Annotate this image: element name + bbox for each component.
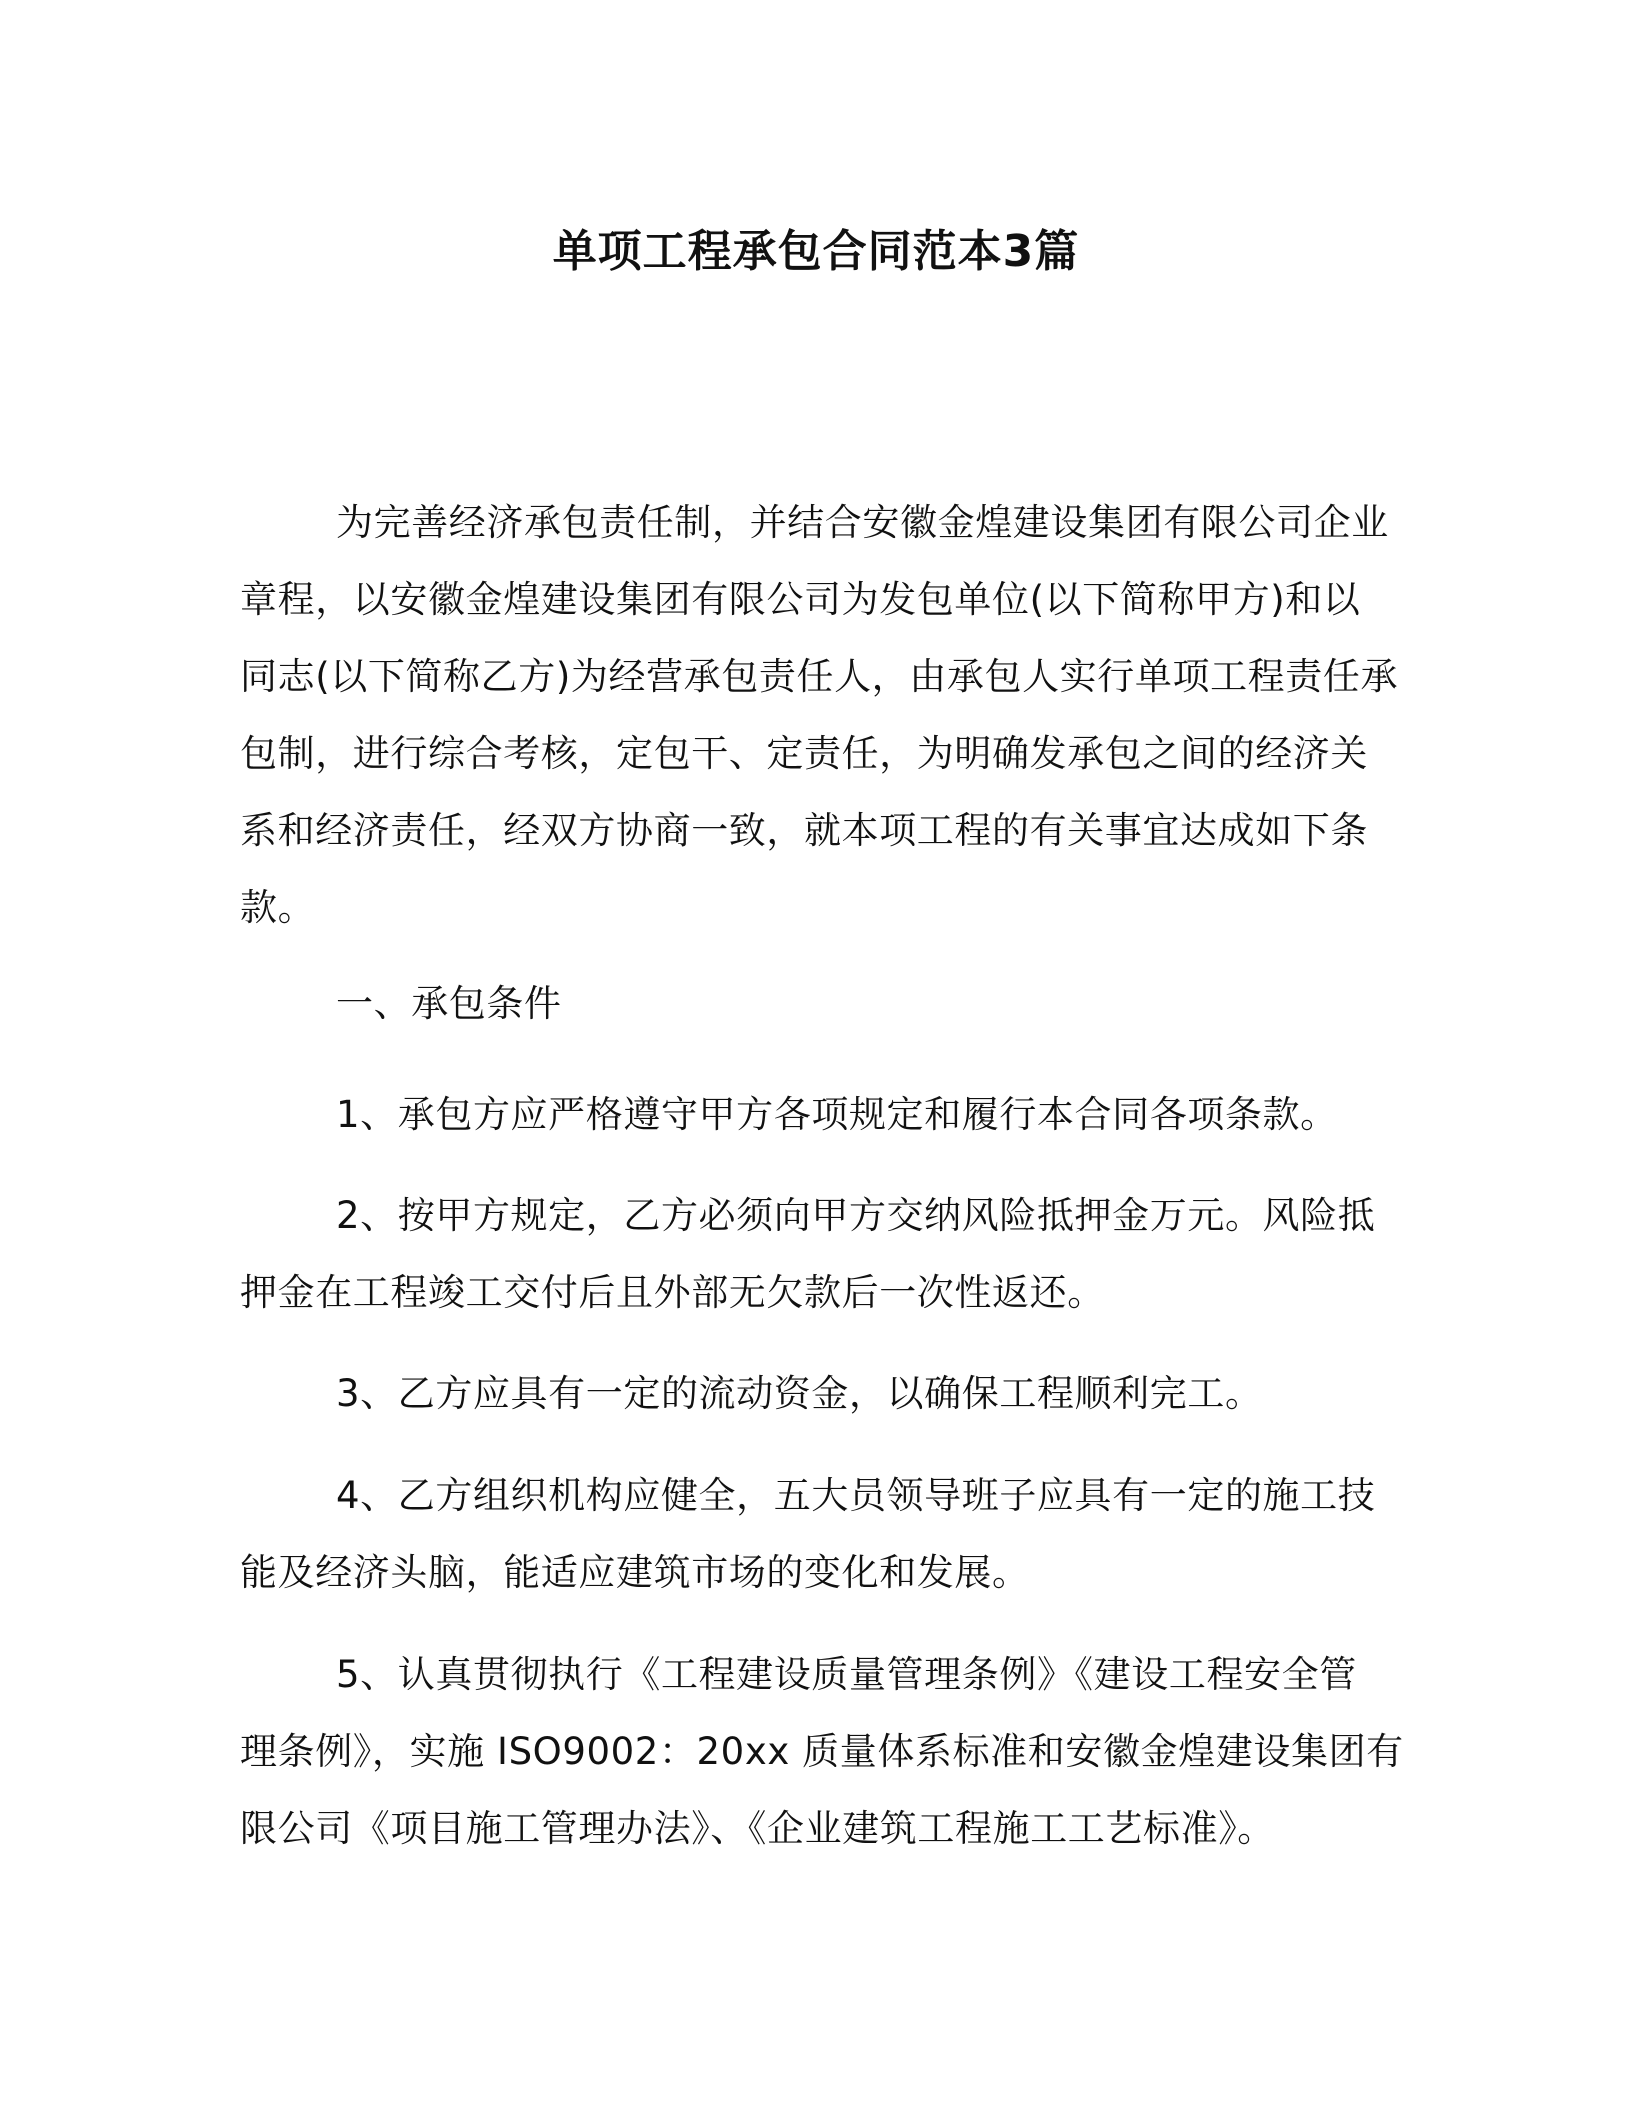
clause-line: 3、乙方应具有一定的流动资金，以确保工程顺利完工。 <box>336 1372 1263 1415</box>
clause-3 <box>240 1355 1380 1432</box>
clause-4 <box>240 1457 1380 1611</box>
clause-line: 押金在工程竣工交付后且外部无欠款后一次性返还。 <box>240 1271 1105 1314</box>
paragraph-line: 章程，以安徽金煌建设集团有限公司为发包单位(以下简称甲方)和以 <box>240 578 1361 621</box>
clause-1 <box>240 1076 1380 1153</box>
paragraph-line: 系和经济责任，经双方协商一致，就本项工程的有关事宜达成如下条 <box>240 809 1368 852</box>
clause-line: 2、按甲方规定，乙方必须向甲方交纳风险抵押金万元。风险抵 <box>336 1194 1376 1237</box>
section-heading-text: 一、承包条件 <box>336 982 562 1025</box>
clause-line: 限公司《项目施工管理办法》、《企业建筑工程施工工艺标准》。 <box>240 1807 1275 1850</box>
document-title: 单项工程承包合同范本3篇 <box>552 226 1080 277</box>
clause-2 <box>240 1177 1380 1331</box>
clause-line: 4、乙方组织机构应健全，五大员领导班子应具有一定的施工技 <box>336 1474 1376 1517</box>
paragraph-line: 为完善经济承包责任制，并结合安徽金煌建设集团有限公司企业 <box>336 501 1389 544</box>
paragraph-line: 包制，进行综合考核，定包干、定责任，为明确发承包之间的经济关 <box>240 732 1368 775</box>
clause-5 <box>240 1636 1404 1867</box>
clause-line: 理条例》，实施 ISO9002：20xx 质量体系标准和安徽金煌建设集团有 <box>240 1730 1404 1773</box>
intro-paragraph <box>240 484 1399 946</box>
clause-line: 1、承包方应严格遵守甲方各项规定和履行本合同各项条款。 <box>336 1093 1338 1136</box>
clause-line: 5、认真贯彻执行《工程建设质量管理条例》《建设工程安全管 <box>336 1653 1357 1696</box>
paragraph-line: 款。 <box>240 886 316 929</box>
paragraph-line: 同志(以下简称乙方)为经营承包责任人，由承包人实行单项工程责任承 <box>240 655 1399 698</box>
section-heading <box>240 965 1380 1042</box>
clause-line: 能及经济头脑，能适应建筑市场的变化和发展。 <box>240 1551 1030 1594</box>
